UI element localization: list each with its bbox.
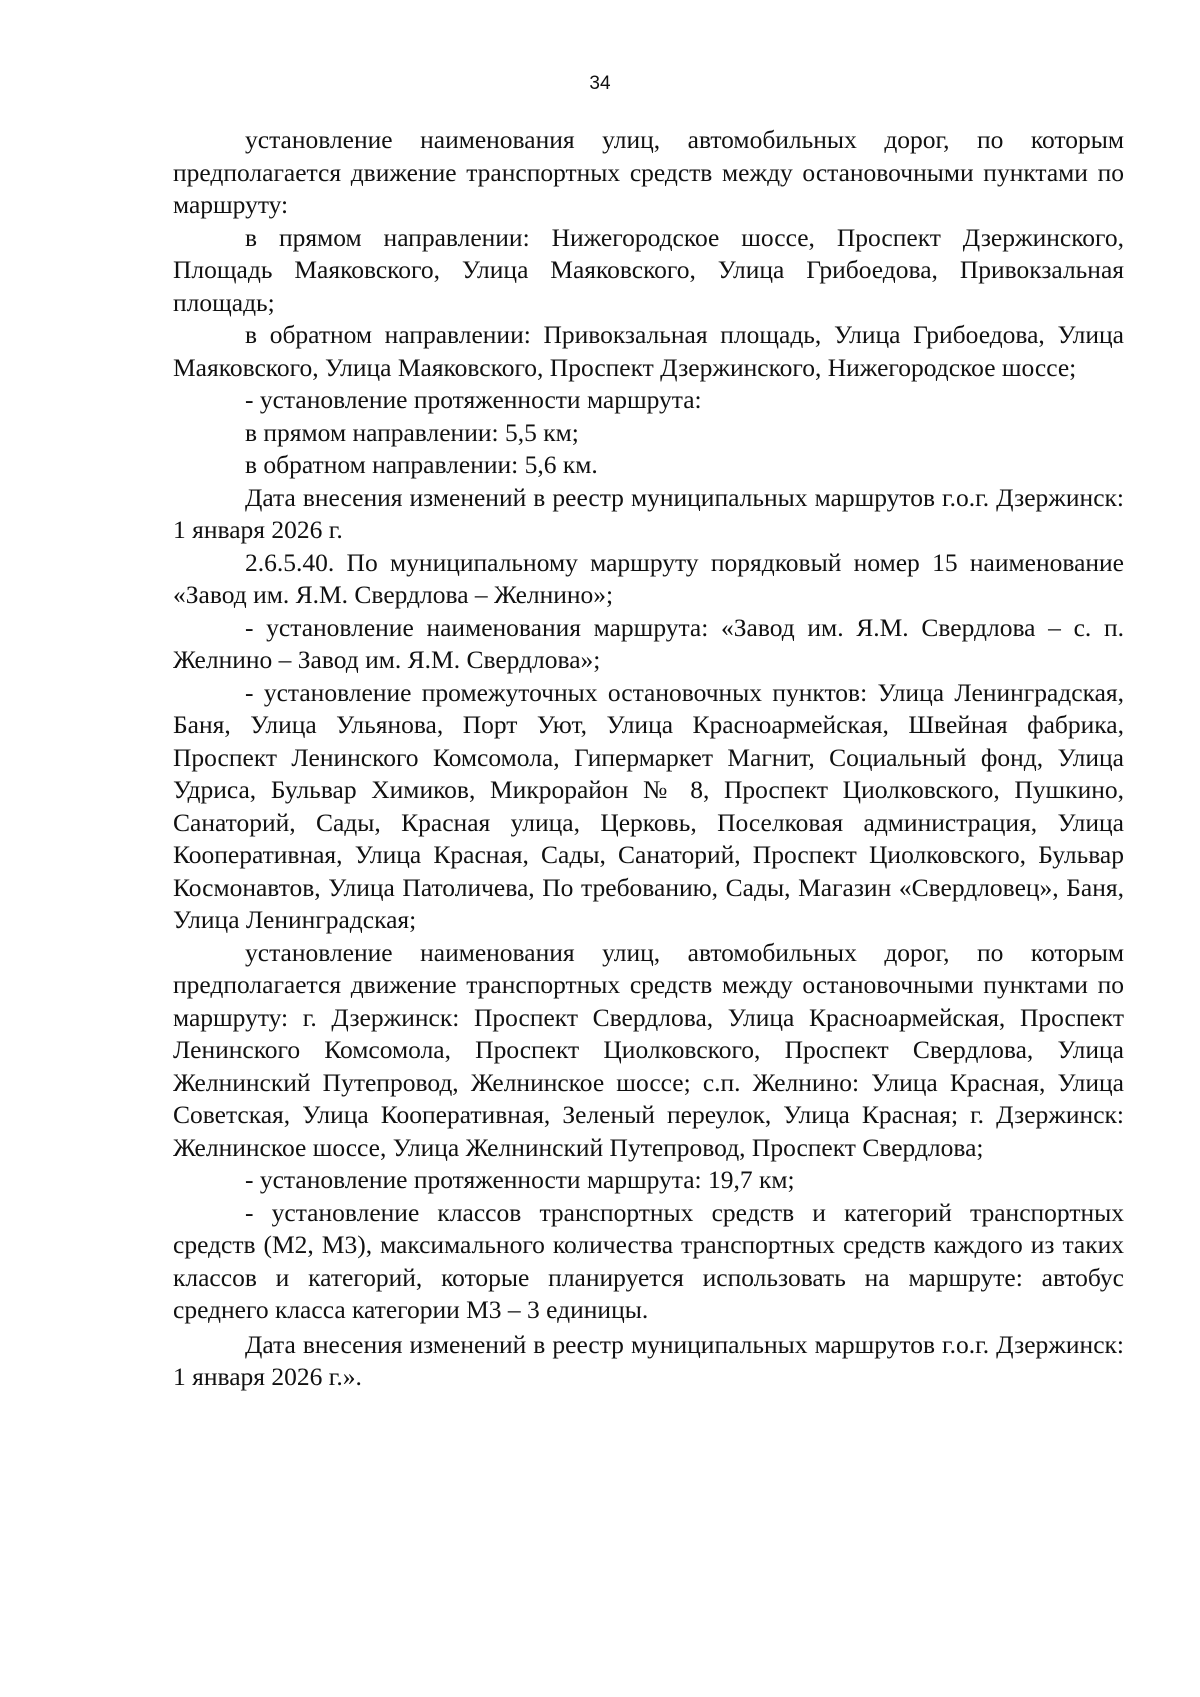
paragraph-route-15-stops: - установление промежуточных остановочных пунктов: Улица Ленинградская, Баня, Улица Ульянова, Порт Уют, Улица Красноармейская, Швейная фабрика, Проспект Ленинского Комсомола, Гипермаркет Магнит, Социальный фонд, Улица Удриса, Бульвар Химиков, Микрорайон № 8, Проспект Циолковского, Пушкино, Санаторий, Сады, Красная улица, Церковь, Поселковая администрация, Улица Кооперативная, Улица Красная, Сады, Санаторий, Проспект Циолковского, Бульвар Космонавтов, Улица Патоличева, По требованию, Сады, Магазин «Свердловец», Баня, Улица Ленинградская;: [173, 677, 1124, 934]
paragraph-reverse-length: в обратном направлении: 5,6 км.: [245, 450, 598, 479]
paragraph-route-15-name: - установление наименования маршрута: «Завод им. Я.М. Свердлова – с. п. Желнино – Завод им. Я.М. Свердлова»;: [173, 612, 1124, 674]
page-number: 34: [589, 73, 611, 94]
paragraph-route-15-vehicles: - установление классов транспортных средств и категорий транспортных средств (М2, М3), максимального количества транспортных средств каждого из таких классов и категорий, которые планируется использовать на маршруте: автобус среднего класса категории М3 – 3 единицы.: [173, 1197, 1124, 1324]
paragraph-route-15-streets: установление наименования улиц, автомобильных дорог, по которым предполагается движение транспортных средств между остановочными пунктами по маршруту: г. Дзержинск: Проспект Свердлова, Улица Красноармейская, Проспект Ленинского Комсомола, Проспект Циолковского, Проспект Свердлова, Улица Желнинский Путепровод, Желнинское шоссе; с.п. Желнино: Улица Красная, Улица Советская, Улица Кооперативная, Зеленый переулок, Улица Красная; г. Дзержинск: Желнинское шоссе, Улица Желнинский Путепровод, Проспект Свердлова;: [173, 937, 1124, 1162]
paragraph-forward-length: в прямом направлении: 5,5 км;: [245, 417, 579, 447]
paragraph-route-length-heading: - установление протяженности маршрута:: [245, 385, 702, 414]
paragraph-route-15-registry-date: Дата внесения изменений в реестр муниципальных маршрутов г.о.г. Дзержинск: 1 января 2026 г.».: [173, 1329, 1124, 1391]
paragraph-forward-direction: в прямом направлении: Нижегородское шоссе, Проспект Дзержинского, Площадь Маяковского, Улица Маяковского, Улица Грибоедова, Привокзальная площадь;: [173, 222, 1124, 317]
document-body: [173, 124, 1124, 1394]
paragraph-street-names: установление наименования улиц, автомобильных дорог, по которым предполагается движение транспортных средств между остановочными пунктами по маршруту:: [173, 125, 1124, 219]
paragraph-route-15-length: - установление протяженности маршрута: 19,7 км;: [245, 1165, 795, 1194]
paragraph-registry-date: Дата внесения изменений в реестр муниципальных маршрутов г.о.г. Дзержинск: 1 января 2026 г.: [173, 482, 1124, 544]
paragraph-reverse-direction: в обратном направлении: Привокзальная площадь, Улица Грибоедова, Улица Маяковского, Улица Маяковского, Проспект Дзержинского, Нижегородское шоссе;: [173, 320, 1124, 382]
paragraph-route-15-heading: 2.6.5.40. По муниципальному маршруту порядковый номер 15 наименование «Завод им. Я.М. Свердлова – Желнино»;: [173, 547, 1124, 609]
